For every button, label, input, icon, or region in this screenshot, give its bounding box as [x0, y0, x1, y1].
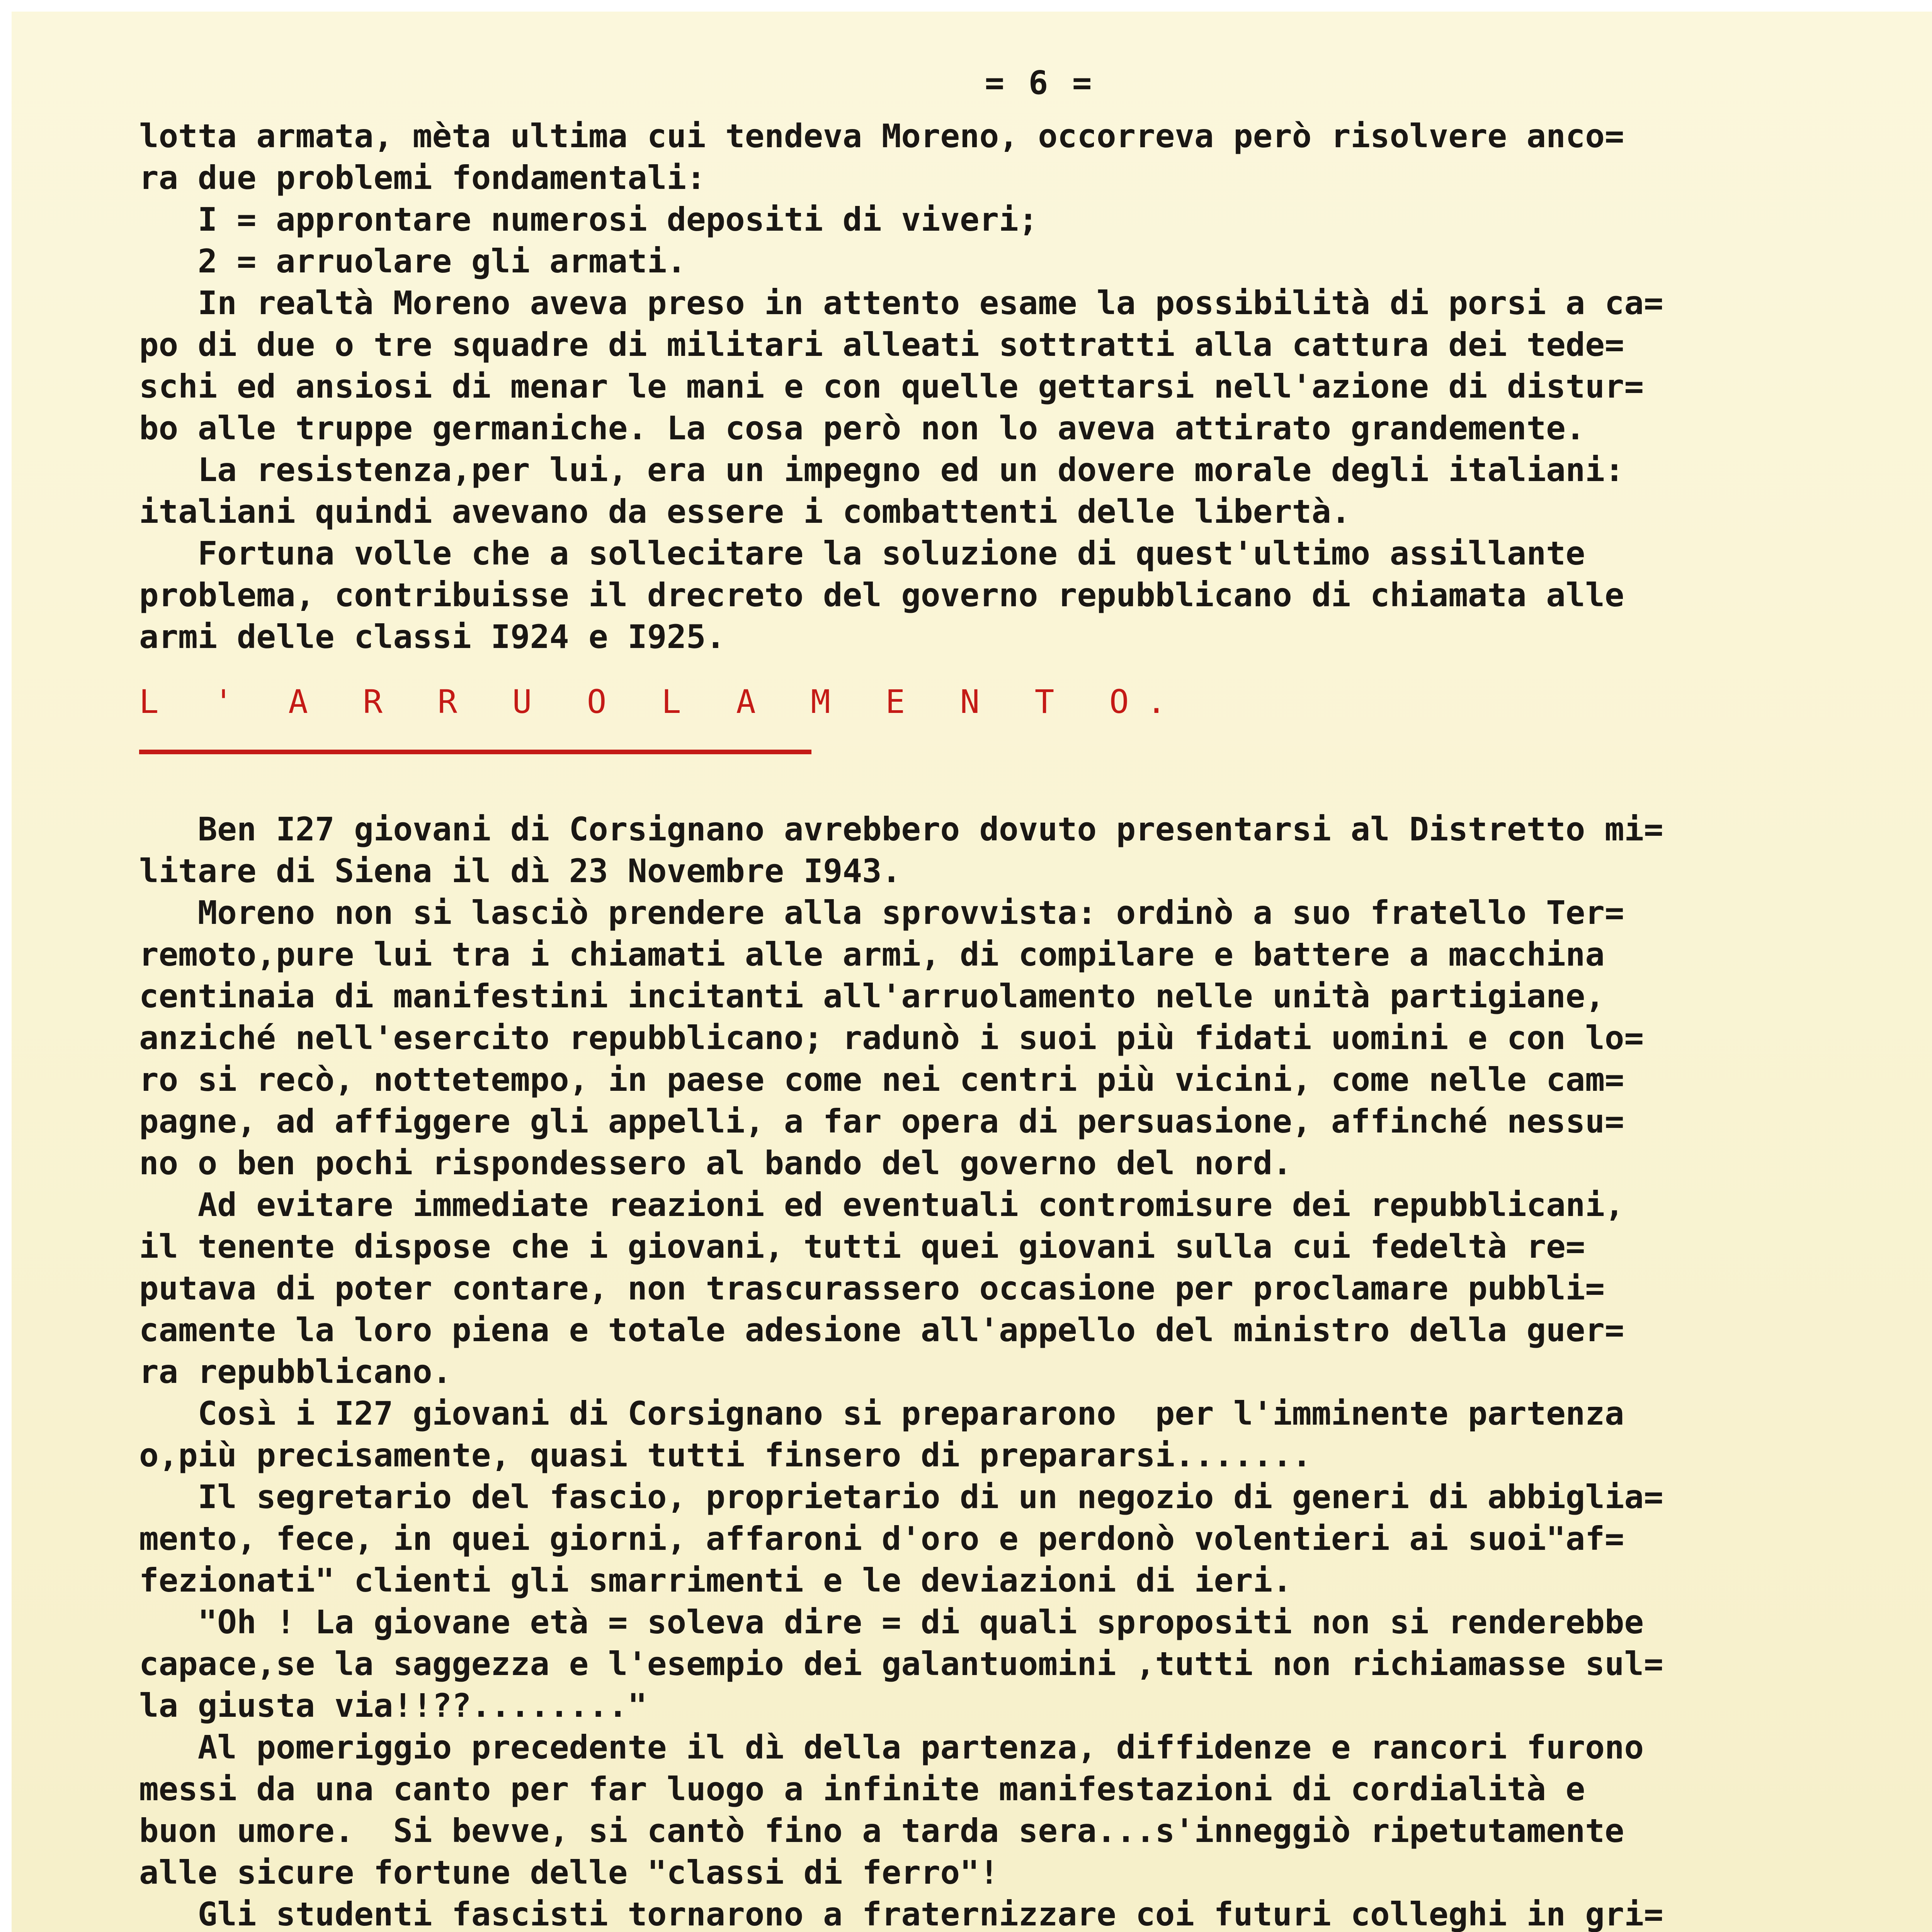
text-line: litare di Siena il dì 23 Novembre I943. — [139, 852, 901, 890]
text-line: La resistenza,per lui, era un impegno ed un dovere morale degli italiani: — [139, 451, 1624, 489]
typewritten-page — [139, 62, 1932, 1932]
text-line: lotta armata, mèta ultima cui tendeva Moreno, occorreva però risolvere anco= — [139, 117, 1624, 155]
intro-paragraph — [139, 115, 1932, 658]
text-line: I = approntare numerosi depositi di viveri; — [139, 201, 1038, 238]
text-line: ra repubblicano. — [139, 1353, 452, 1391]
text-line: o,più precisamente, quasi tutti finsero di prepararsi....... — [139, 1436, 1312, 1474]
text-line: Fortuna volle che a sollecitare la soluzione di quest'ultimo assillante — [139, 534, 1585, 572]
text-line: anziché nell'esercito repubblicano; radunò i suoi più fidati uomini e con lo= — [139, 1019, 1644, 1057]
text-line: In realtà Moreno aveva preso in attento esame la possibilità di porsi a ca= — [139, 284, 1663, 322]
text-line: buon umore. Si bevve, si cantò fino a tarda sera...s'inneggiò ripetutamente — [139, 1812, 1624, 1850]
text-line: ra due problemi fondamentali: — [139, 159, 706, 197]
text-line: putava di poter contare, non trascurassero occasione per proclamare pubbli= — [139, 1269, 1605, 1307]
text-line: po di due o tre squadre di militari alleati sottratti alla cattura dei tede= — [139, 326, 1624, 364]
text-line: centinaia di manifestini incitanti all'arruolamento nelle unità partigiane, — [139, 977, 1605, 1015]
text-line: remoto,pure lui tra i chiamati alle armi, di compilare e battere a macchina — [139, 935, 1605, 973]
text-line: alle sicure fortune delle "classi di ferro"! — [139, 1854, 999, 1891]
text-line: Ben I27 giovani di Corsignano avrebbero dovuto presentarsi al Distretto mi= — [139, 810, 1663, 848]
text-line: problema, contribuisse il drecreto del governo repubblicano di chiamata alle — [139, 576, 1624, 614]
text-line: Gli studenti fascisti tornarono a fraternizzare coi futuri colleghi in gri= — [139, 1895, 1663, 1932]
text-line: Al pomeriggio precedente il dì della partenza, diffidenze e rancori furono — [139, 1728, 1644, 1766]
section-arruolamento-body — [139, 808, 1932, 1932]
text-line: Così i I27 giovani di Corsignano si prepararono per l'imminente partenza — [139, 1395, 1624, 1432]
text-line: "Oh ! La giovane età = soleva dire = di quali spropositi non si renderebbe — [139, 1603, 1644, 1641]
text-line: messi da una canto per far luogo a infinite manifestazioni di cordialità e — [139, 1770, 1585, 1808]
text-line: mento, fece, in quei giorni, affaroni d'oro e perdonò volentieri ai suoi"af= — [139, 1520, 1624, 1558]
text-line: il tenente dispose che i giovani, tutti quei giovani sulla cui fedeltà re= — [139, 1228, 1585, 1265]
text-line: armi delle classi I924 e I925. — [139, 618, 726, 656]
heading-underline — [139, 750, 811, 754]
text-line: pagne, ad affiggere gli appelli, a far opera di persuasione, affinché nessu= — [139, 1102, 1624, 1140]
text-line: fezionati" clienti gli smarrimenti e le deviazioni di ieri. — [139, 1561, 1292, 1599]
text-line: bo alle truppe germaniche. La cosa però non lo aveva attirato grandemente. — [139, 409, 1585, 447]
text-line: la giusta via!!??........" — [139, 1687, 647, 1725]
text-line: Il segretario del fascio, proprietario di un negozio di generi di abbiglia= — [139, 1478, 1663, 1516]
text-line: capace,se la saggezza e l'esempio dei galantuomini ,tutti non richiamasse sul= — [139, 1645, 1663, 1683]
text-line: italiani quindi avevano da essere i combattenti delle libertà. — [139, 493, 1351, 531]
text-line: 2 = arruolare gli armati. — [139, 242, 687, 280]
text-line: Moreno non si lasciò prendere alla sprovvista: ordinò a suo fratello Ter= — [139, 894, 1624, 932]
typewritten-page-sheet — [12, 12, 1932, 1932]
text-line: Ad evitare immediate reazioni ed eventuali contromisure dei repubblicani, — [139, 1186, 1624, 1224]
section-heading-arruolamento: L ' A R R U O L A M E N T O. — [139, 683, 1184, 721]
text-line: camente la loro piena e totale adesione all'appello del ministro della guer= — [139, 1311, 1624, 1349]
page-number: = 6 = — [985, 64, 1094, 102]
text-line: ro si recò, nottetempo, in paese come nei centri più vicini, come nelle cam= — [139, 1061, 1624, 1099]
text-line: no o ben pochi rispondessero al bando del governo del nord. — [139, 1144, 1292, 1182]
text-line: schi ed ansiosi di menar le mani e con quelle gettarsi nell'azione di distur= — [139, 367, 1644, 405]
